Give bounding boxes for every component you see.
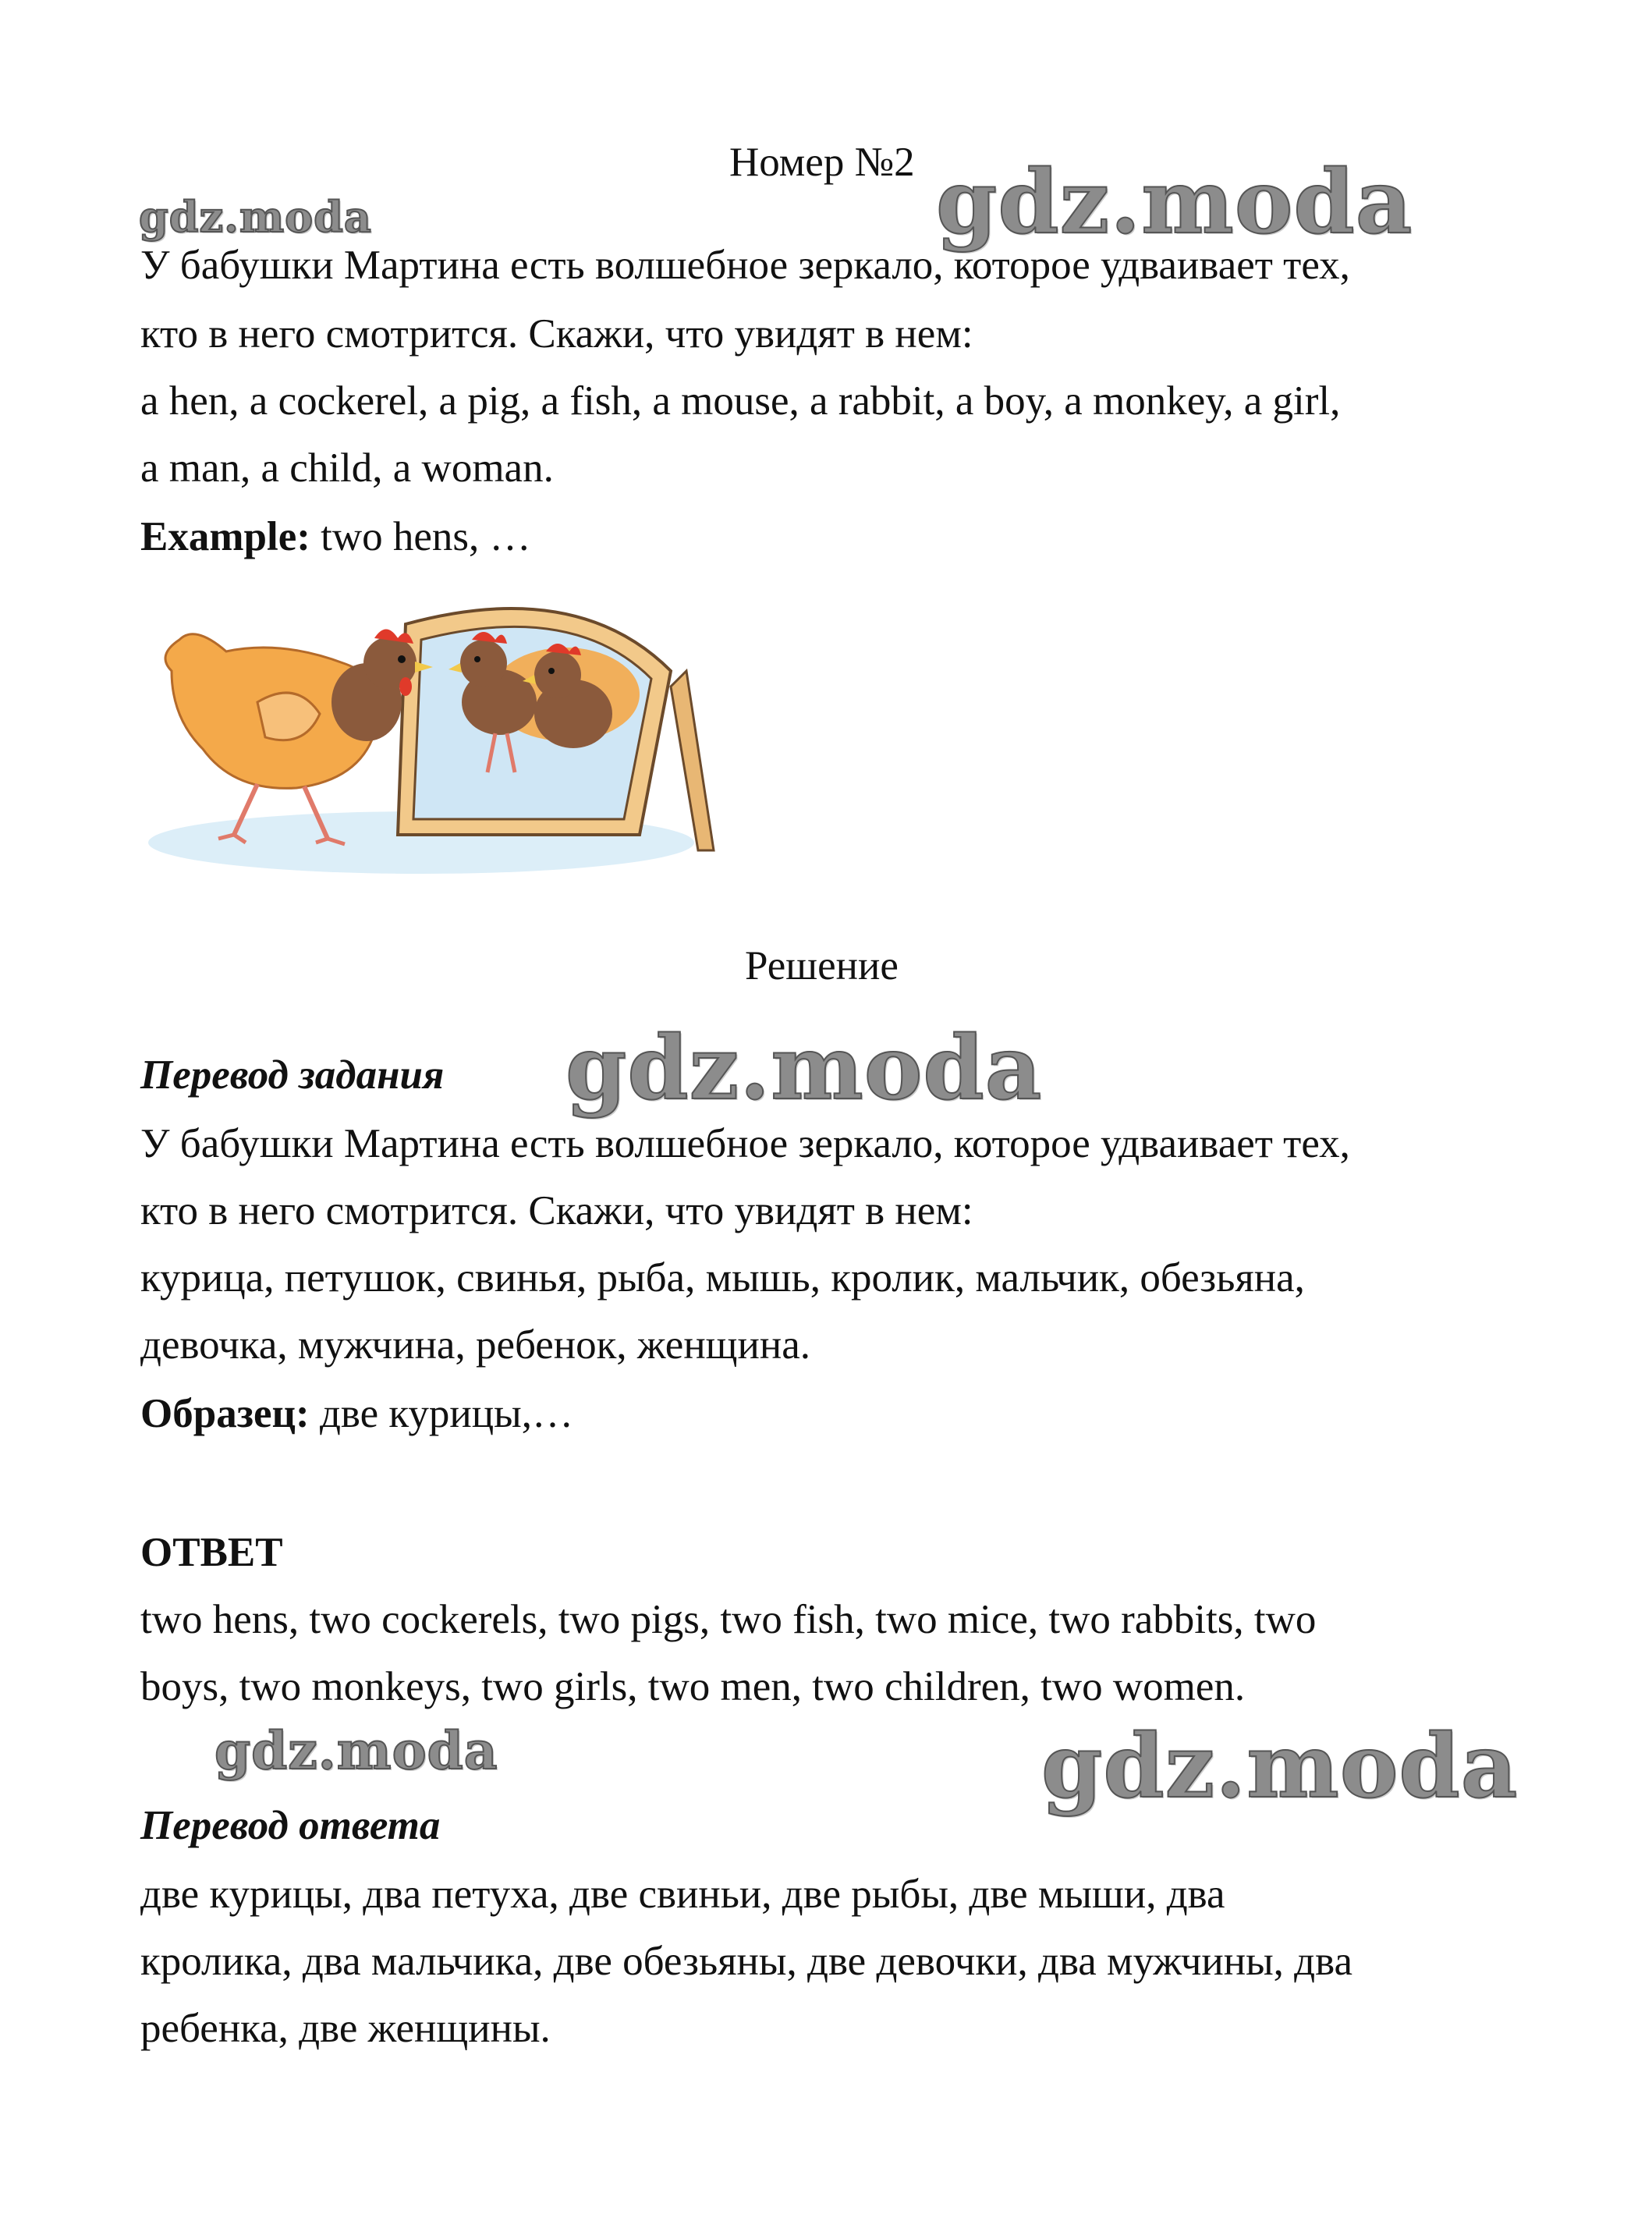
answer-translation-line: кролика, два мальчика, две обезьяны, две девочки, два мужчины, два [140, 1939, 1353, 1984]
answer-translation-line: ребенка, две женщины. [140, 2006, 551, 2051]
translation-line: кто в него смотрится. Скажи, что увидят в нем: [140, 1188, 973, 1233]
translation-heading: Перевод задания [140, 1052, 445, 1098]
answer-translation-line: две курицы, два петуха, две свиньи, две рыбы, две мыши, два [140, 1872, 1225, 1917]
watermark-logo: gdz.moda [936, 151, 1413, 254]
watermark-logo: gdz.moda [139, 192, 372, 242]
translation-line: девочка, мужчина, ребенок, женщина. [140, 1322, 810, 1368]
sample-label: Образец: [140, 1391, 310, 1436]
example-text: two hens, … [310, 514, 531, 559]
answer-heading: ОТВЕТ [140, 1530, 283, 1575]
watermark-logo: gdz.moda [565, 1017, 1043, 1120]
page-title: Номер №2 [729, 140, 915, 185]
example-line [140, 513, 531, 560]
task-line: a man, a child, a woman. [140, 445, 554, 491]
sample-text: две курицы,… [309, 1391, 574, 1436]
task-line: кто в него смотрится. Скажи, что увидят в нем: [140, 311, 973, 357]
task-line: У бабушки Мартина есть волшебное зеркало, которое удваивает тех, [140, 243, 1350, 288]
task-line: a hen, a cockerel, a pig, a fish, a mouse, a rabbit, a boy, a monkey, a girl, [140, 378, 1341, 424]
solution-title: Решение [745, 943, 899, 988]
answer-translation-heading: Перевод ответа [140, 1803, 441, 1848]
answer-line: boys, two monkeys, two girls, two men, two children, two women. [140, 1664, 1246, 1709]
sample-line [140, 1390, 573, 1437]
translation-line: У бабушки Мартина есть волшебное зеркало, которое удваивает тех, [140, 1121, 1350, 1166]
answer-line: two hens, two cockerels, two pigs, two fish, two mice, two rabbits, two [140, 1597, 1317, 1642]
watermark-logo: gdz.moda [1041, 1716, 1519, 1818]
watermark-logo: gdz.moda [214, 1720, 498, 1781]
translation-line: курица, петушок, свинья, рыба, мышь, кролик, мальчик, обезьяна, [140, 1255, 1305, 1301]
example-label: Example: [140, 514, 310, 559]
hen-mirror-illustration [140, 577, 725, 882]
